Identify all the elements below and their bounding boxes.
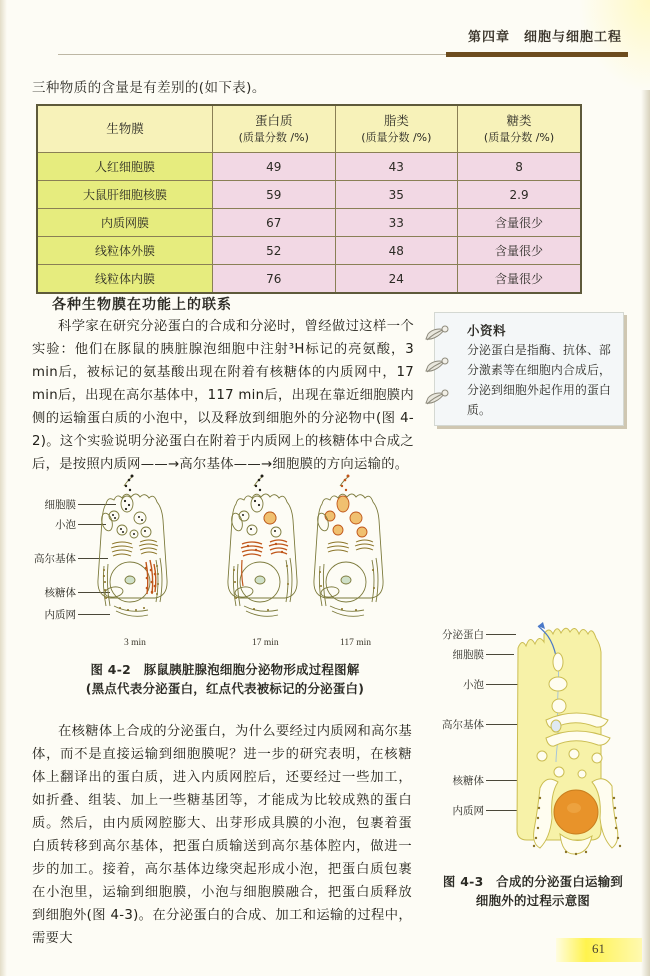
page-header [0,26,650,66]
figure-4-2-caption-line2: (黑点代表分泌蛋白，红点代表被标记的分泌蛋白) [85,681,365,696]
cell-membrane-name: 人红细胞膜 [37,153,213,181]
cell-protein: 49 [213,153,336,181]
body-paragraph-2: 在核糖体上合成的分泌蛋白，为什么要经过内质网和高尔基体，而不是直接运输到细胞膜呢？进一步的研究表明，在核糖体上翻译出的蛋白质，进入内质网腔后，还要经过一些加工，如折叠、组装、加上一些糖基团等，才能成为比较成熟的蛋白质。然后，由内质网腔膨大、出芽形成具膜的小泡，包裹着蛋白质转移到高尔基体，把蛋白质输送到高尔基体腔内，做进一步的加工。接着，高尔基体边缘突起形成小泡，把蛋白质包裹在小泡里，运输到细胞膜，小泡与细胞膜融合，把蛋白质释放到细胞外(图 4-3)。在分泌蛋白的合成、加工和运输的过程中，需要大 [32,724,412,946]
col-header-protein: 蛋白质 (质量分数 /%) [213,105,336,153]
table-row [37,265,581,294]
cell-protein: 76 [213,265,336,294]
body-paragraph-1: 科学家在研究分泌蛋白的合成和分泌时，曾经做过这样一个实验：他们在豚鼠的胰脏腺泡细胞中注射³H标记的亮氨酸，3 min后，被标记的氨基酸出现在附着有核糖体的内质网中，17 min后，出现在高尔基体中，117 min后，出现在靠近细胞膜内侧的运输蛋白质的小泡中，以及释放到细胞外的分泌物中(图 4-2)。这个实验说明分泌蛋白在附着于内质网上的核糖体中合成之后，是按照内质网——→高尔基体——→细胞膜的方向运输的。 [32,319,414,472]
sprout-icon [423,387,449,407]
cell-sugar: 2.9 [458,181,581,209]
figure-4-2-caption [60,660,390,698]
label-golgi: 高尔基体 [34,553,76,565]
figure-4-2-caption-line1: 图 4-2 豚鼠胰脏腺泡细胞分泌物形成过程图解 [90,662,360,677]
time-label-117min: 117 min [340,638,372,648]
label-cell-membrane: 细胞膜 [452,649,484,661]
chapter-title: 第四章 细胞与细胞工程 [467,30,622,45]
cell-lipid: 35 [335,181,458,209]
cell-protein: 52 [213,237,336,265]
sprout-icon [423,355,449,375]
col-header-sugar: 糖类 (质量分数 /%) [458,105,581,153]
cell-membrane-name: 线粒体外膜 [37,237,213,265]
figure-4-2 [0,466,420,666]
label-ribosome: 核糖体 [452,775,484,787]
cell-lipid: 48 [335,237,458,265]
label-secretory-protein: 分泌蛋白 [442,629,484,641]
membrane-composition-table [36,104,582,294]
cell-protein: 67 [213,209,336,237]
figure-4-2-cells [0,466,420,646]
table-row [37,237,581,265]
cell-lipid: 43 [335,153,458,181]
tip-box [434,312,624,426]
label-ribosome: 核糖体 [44,587,76,599]
label-er: 内质网 [44,609,76,621]
table-row [37,153,581,181]
figure-4-3 [424,622,646,872]
figure-4-3-caption-line1: 图 4-3 合成的分泌蛋白运输到 [442,874,624,889]
label-vesicle: 小泡 [463,679,484,691]
label-er: 内质网 [452,805,484,817]
cell-sugar: 含量很少 [458,209,581,237]
cell-lipid: 24 [335,265,458,294]
figure-4-3-caption-line2: 细胞外的过程示意图 [475,893,591,908]
tip-box-body: 分泌蛋白是指酶、抗体、部分激素等在细胞内合成后，分泌到细胞外起作用的蛋白质。 [467,343,611,417]
label-vesicle: 小泡 [55,519,76,531]
figure-4-3-cell [512,622,650,872]
cell-membrane-name: 内质网膜 [37,209,213,237]
cell-sugar: 含量很少 [458,265,581,294]
cell-sugar: 8 [458,153,581,181]
section-heading: 各种生物膜在功能上的联系 [52,297,232,313]
intro-sentence: 三种物质的含量是有差别的(如下表)。 [32,80,266,96]
table-row [37,181,581,209]
label-cell-membrane: 细胞膜 [44,499,76,511]
time-label-3min: 3 min [124,638,146,648]
tip-box-title: 小资料 [467,323,507,338]
cell-protein: 59 [213,181,336,209]
table-row [37,209,581,237]
cell-lipid: 33 [335,209,458,237]
label-golgi: 高尔基体 [442,719,484,731]
page-number: 61 [592,941,605,956]
leader-line [486,654,514,655]
cell-sugar: 含量很少 [458,237,581,265]
figure-4-3-caption [420,872,646,910]
cell-membrane-name: 线粒体内膜 [37,265,213,294]
col-header-membrane: 生物膜 [37,105,213,153]
cell-membrane-name: 大鼠肝细胞核膜 [37,181,213,209]
time-label-17min: 17 min [252,638,279,648]
sprout-icon [423,323,449,343]
table-header-row [37,105,581,153]
header-accent-bar [446,52,628,57]
col-header-lipid: 脂类 (质量分数 /%) [335,105,458,153]
